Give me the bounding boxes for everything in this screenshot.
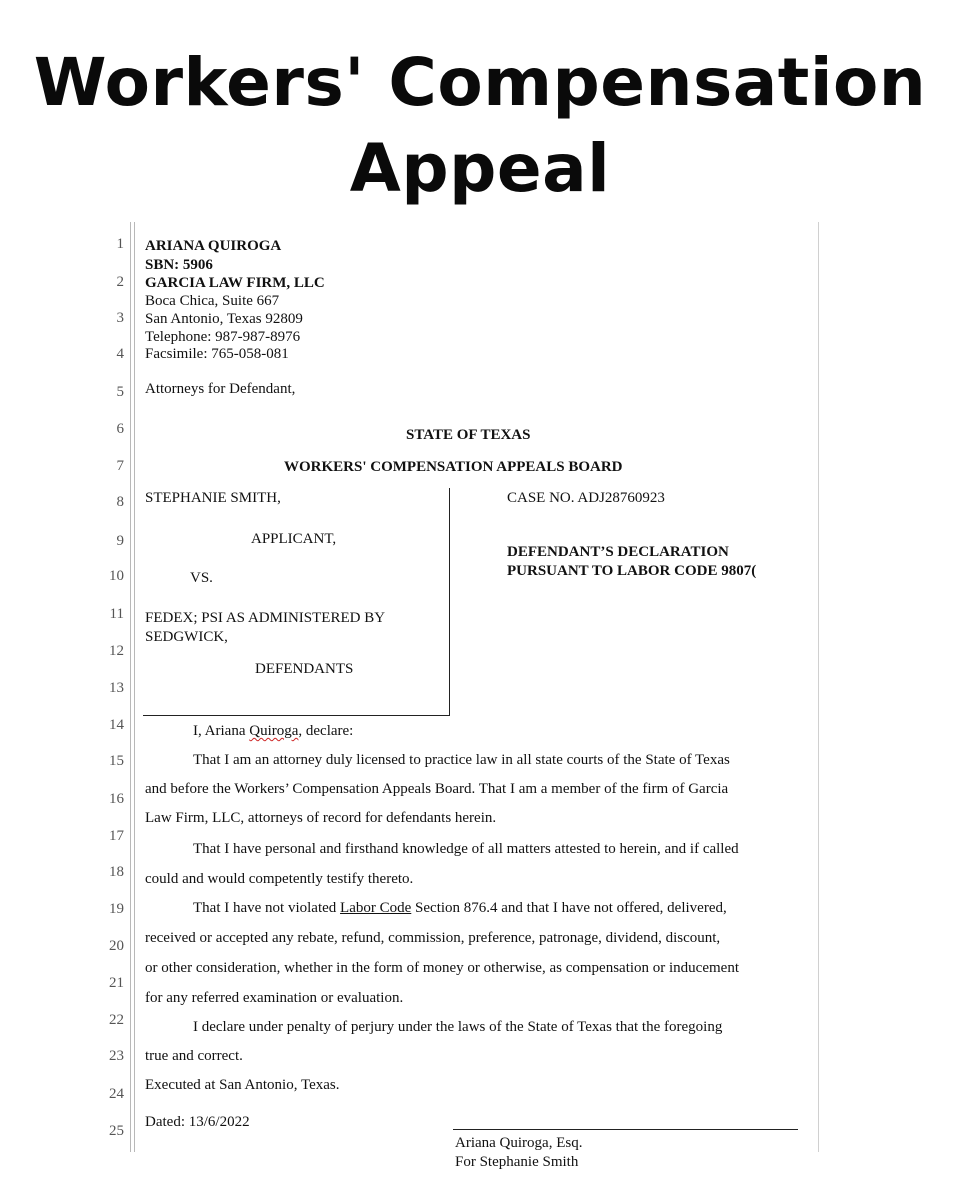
document-title-line-2-text: PURSUANT TO LABOR CODE 9807( [507, 563, 757, 579]
line-number: 9 [116, 533, 124, 549]
line-number: 17 [109, 828, 124, 844]
declaration-opening [193, 722, 353, 740]
line-number: 1 [116, 236, 124, 252]
body-line [193, 1018, 799, 1036]
line-number: 10 [109, 568, 124, 584]
defendant-line-1: FEDEX; PSI AS ADMINISTERED BY [145, 610, 386, 626]
body-line-text: That I have not violated [193, 900, 341, 916]
body-line: for any referred examination or evaluation. [145, 990, 404, 1006]
firm-telephone: Telephone: 987-987-8976 [145, 329, 301, 345]
line-number: 21 [109, 975, 124, 991]
body-line [145, 780, 815, 798]
line-number: 20 [109, 938, 124, 954]
firm-address-line-1: Boca Chica, Suite 667 [145, 293, 280, 309]
body-line-text: Section 876.4 and that I have not offered, delivered, [411, 900, 727, 916]
body-line-text: or other consideration, whether in the form of money or otherwise, as compensation or inducement [145, 960, 739, 976]
line-number: 13 [109, 680, 124, 696]
document-title-line-2 [507, 562, 792, 580]
labor-code-link[interactable]: Labor Code [340, 900, 412, 916]
body-line [145, 929, 815, 947]
body-line [193, 899, 815, 917]
attorney-role: Attorneys for Defendant, [145, 381, 296, 397]
firm-address-line-2: San Antonio, Texas 92809 [145, 311, 303, 327]
body-line: could and would competently testify thereto. [145, 871, 414, 887]
signature-line [453, 1129, 798, 1130]
line-number: 8 [116, 494, 124, 510]
headline-line-1: Workers' Compensation [33, 44, 927, 121]
body-line [193, 751, 815, 769]
attorney-name: ARIANA QUIROGA [145, 238, 282, 254]
line-number: 3 [116, 310, 124, 326]
line-number: 2 [116, 274, 124, 290]
declarant-name: Quiroga [249, 723, 299, 739]
left-margin-rule-inner [134, 222, 135, 1152]
line-number: 14 [109, 717, 124, 733]
line-number: 24 [109, 1086, 124, 1102]
line-number: 12 [109, 643, 124, 659]
signatory-for: For Stephanie Smith [455, 1154, 579, 1170]
line-number: 7 [116, 458, 124, 474]
applicant-name: STEPHANIE SMITH, [145, 490, 281, 506]
page-headline [0, 40, 960, 212]
body-line-text: and before the Workers’ Compensation Appeals Board. That I am a member of the firm of Garcia [145, 781, 729, 797]
court-state-heading: STATE OF TEXAS [406, 427, 531, 443]
body-line-text: I declare under penalty of perjury under the laws of the State of Texas that the foregoing [193, 1019, 723, 1035]
line-number: 19 [109, 901, 124, 917]
signatory-name: Ariana Quiroga, Esq. [455, 1135, 583, 1151]
attorney-sbn: SBN: 5906 [145, 257, 213, 273]
defendant-line-2: SEDGWICK, [145, 629, 228, 645]
case-number: CASE NO. ADJ28760923 [507, 490, 665, 506]
body-line-text: That I have personal and firsthand knowledge of all matters attested to herein, and if called [193, 841, 739, 857]
left-margin-rule [130, 222, 131, 1152]
line-number: 15 [109, 753, 124, 769]
line-number: 6 [116, 421, 124, 437]
firm-name: GARCIA LAW FIRM, LLC [145, 275, 325, 291]
caption-box [143, 488, 450, 716]
firm-facsimile: Facsimile: 765-058-081 [145, 346, 289, 362]
declaration-opening-prefix: I, Ariana [193, 723, 250, 739]
headline-line-2: Appeal [349, 130, 611, 207]
versus-label: VS. [190, 570, 213, 586]
dated-line: Dated: 13/6/2022 [145, 1114, 250, 1130]
body-line: Law Firm, LLC, attorneys of record for defendants herein. [145, 810, 497, 826]
line-number: 18 [109, 864, 124, 880]
body-line: true and correct. [145, 1048, 243, 1064]
executed-location: Executed at San Antonio, Texas. [145, 1077, 340, 1093]
document-title-line-1: DEFENDANT’S DECLARATION [507, 544, 729, 560]
line-number: 4 [116, 346, 124, 362]
body-line-text: That I am an attorney duly licensed to practice law in all state courts of the State of Texas [193, 752, 730, 768]
applicant-label: APPLICANT, [251, 531, 337, 547]
line-number: 25 [109, 1123, 124, 1139]
declaration-opening-suffix: , declare: [298, 723, 354, 739]
body-line [145, 959, 815, 977]
right-margin-rule [818, 222, 819, 1152]
court-board-heading: WORKERS' COMPENSATION APPEALS BOARD [284, 459, 623, 475]
line-number: 5 [116, 384, 124, 400]
line-number: 23 [109, 1048, 124, 1064]
line-number: 16 [109, 791, 124, 807]
body-line-text: received or accepted any rebate, refund, commission, preference, patronage, dividend, discount, [145, 930, 721, 946]
body-line [193, 840, 815, 858]
line-number: 11 [109, 606, 124, 622]
line-number: 22 [109, 1012, 124, 1028]
defendants-label: DEFENDANTS [255, 661, 354, 677]
